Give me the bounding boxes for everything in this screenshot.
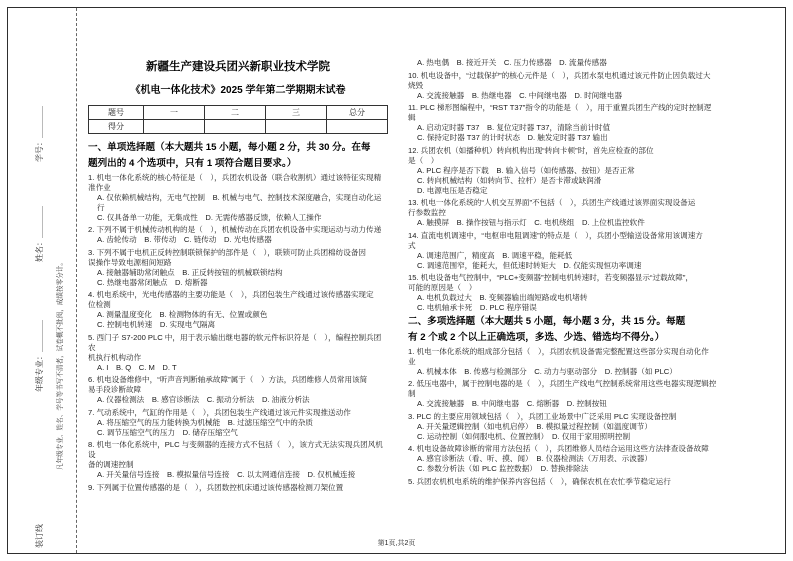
text-line: A. 机械本体 B. 传感与检测部分 C. 动力与驱动部分 D. 控制器（如 PLC） [417,366,677,376]
left-column [88,56,388,531]
text-line: 一、单项选择题（本大题共 15 小题，每小题 2 分，共 30 分。在每 [88,142,371,153]
text-line: 10. 机电设备中，“过载保护”的核心元件是（ ），兵团水泵电机通过该元件防止因负载过大 [408,70,711,80]
text-line: 题列出的 4 个选项中，只有 1 项符合题目要求。） [88,157,297,169]
text-line: 5. 西门子 S7-200 PLC 中，用于表示输出继电器的软元件标识符是（ ），编程控制兵团农 [88,332,382,352]
text-line: C. 转向机械结构（如转向节、拉杆）是否卡滞或缺润滑 [417,175,602,185]
text-line: C. 热继电器常闭触点 D. 熔断器 [97,277,208,287]
text-line: A. 仪器检测法 B. 感官诊断法 C. 振动分析法 D. 油液分析法 [97,395,310,404]
score-table-cell [205,120,266,134]
text-line: 9. 下列属于位置传感器的是（ ），兵团数控机床通过该传感器检测刀架位置 [88,482,344,492]
right-column-text [408,58,735,487]
text-line: A. 接触器辅助常闭触点 B. 正反转按钮的机械联锁结构 [97,267,283,277]
score-table-cell [144,120,205,134]
text-line: 3. PLC 的主要应用领域包括（ ），兵团工业场景中广泛采用 PLC 实现设备控制 [408,411,677,421]
binding-line-label: 装订线 [35,524,44,548]
text-line: A. 开关量逻辑控制（如电机启停） B. 模拟量过程控制（如温度调节） [417,421,652,431]
text-line: 位检测 [88,300,111,309]
text-line: 是（ ） [408,155,439,165]
text-line: C. 调节压缩空气的压力 D. 储存压缩空气 [97,427,238,437]
text-line: A. 齿轮传动 B. 带传动 C. 链传动 D. 光电传感器 [97,235,272,244]
text-line: 易手段诊断故障 [88,385,142,394]
text-line: C. 运动控制（如伺服电机、位置控制） D. 仅用于家用照明控制 [417,431,631,441]
text-line: A. 测量温度变化 B. 检测物体的有无、位置或颜色 [97,310,268,319]
text-line: A. 将压缩空气的压力能转换为机械能 B. 过滤压缩空气中的杂质 [97,417,314,427]
binding-divider-line [76,8,77,553]
score-table-cell: 二 [205,106,266,120]
text-line: A. 触摸屏 B. 操作按钮与指示灯 C. 电机绕组 D. 上位机监控软件 [417,218,645,227]
text-line: A. 开关量信号连接 B. 模拟量信号连接 C. 以太网通信连接 D. 仅机械连接 [97,470,356,479]
text-line: C. 参数分析法（如 PLC 监控数据） D. 替换排除法 [417,464,589,473]
text-line: 4. 机电设备故障诊断的常用方法包括（ ），兵团维修人员结合运用这些方法排查设备故障 [408,444,709,453]
text-line: 有 2 个或 2 个以上正确选项，多选、少选、错选均不得分。） [408,331,665,343]
text-line: 机执行机构动作 [88,352,142,362]
text-line: 4. 机电系统中，光电传感器的主要功能是（ ），兵团包装生产线通过该传感器实现定 [88,290,374,299]
score-table-cell: 题号 [89,106,144,120]
score-table-cell [266,120,327,134]
text-line: A. 启动定时器 T37 B. 复位定时器 T37，清除当前计时值 [417,123,611,132]
text-line: A. I B. Q C. M D. T [97,362,177,372]
text-line: C. 调速范围窄，能耗大，但低速时转矩大 D. 仅能实现恒功率调速 [417,260,642,270]
exam-paper-title: 《机电一体化技术》2025 学年第二学期期末试卷 [130,85,346,96]
text-line: 6. 机电设备维修中，“听声音判断轴承故障”属于（ ）方法，兵团维修人员常用该简 [88,375,368,384]
sidebar-warning-note: 凡年级专业、姓名、学号等书写不清者，试卷概不批阅，成绩按零分计。 [57,259,64,470]
score-table-cell: 总分 [327,106,388,120]
exam-content [88,56,735,531]
text-line: A. 感官诊断法（看、听、摸、闻） B. 仪器检测法（万用表、示波器） [417,454,652,463]
text-line: 8. 机电一体化系统中，PLC 与变频器的连接方式不包括（ ），该方式无法实现兵团风机设 [88,440,383,459]
score-table-cell [327,120,388,134]
text-line: A. 调速范围广，精度高 B. 调速平稳，能耗低 [417,250,573,260]
right-column [408,56,735,531]
text-line: 3. 下列不属于电机正反转控制联锁保护的部件是（ ），联锁可防止兵团棉纺设备因 [88,247,367,257]
text-line: 1. 机电一体化系统的核心特征是（ ），兵团农机设备（联合收割机）通过该特征实现精 [88,172,382,182]
text-line: C. 保持定时器 T37 的计时状态 D. 触发定时器 T37 输出 [417,133,608,142]
text-line: A. PLC 程序是否下载 B. 输入信号（如传感器、按钮）是否正常 [417,165,635,175]
score-table-score-row [89,120,388,134]
school-name: 新疆生产建设兵团兴新职业技术学院 [146,61,330,73]
score-table-cell: 得分 [89,120,144,134]
text-line: 2. 下列不属于机械传动机构的是（ ），机械传动在兵团农机设备中实现运动与动力传递 [88,225,382,234]
text-line: 可能的原因是（ ） [408,283,477,292]
text-line: 二、多项选择题（本大题共 5 小题，每小题 3 分，共 15 分。每题 [408,316,686,327]
score-table [88,105,388,134]
text-line: 备的调速控制 [88,460,134,469]
text-line: 式 [408,240,416,250]
left-column-text [88,142,388,493]
student-id-field: 学号：＿＿＿＿ [35,106,44,162]
score-table-header-row [89,106,388,120]
name-field: 姓名：＿＿＿＿ [35,206,44,262]
text-line: 辑 [408,113,416,122]
page-number: 第1页,共2页 [377,540,416,547]
text-line: 业 [408,356,416,366]
text-line: C. 仅具备单一功能，无集成性 D. 无需传感器反馈，依赖人工操作 [97,212,322,222]
text-line: 2. 低压电器中，属于控制电器的是（ ），兵团生产线电气控制系统常用这些电器实现逻辑控 [408,379,717,388]
text-line: A. 电机负载过大 B. 变频器输出端短路或电机堵转 [417,293,588,302]
text-line: 11. PLC 梯形图编程中，“RST T37”指令的功能是（ ），用于重置兵团生产线的定时控制逻 [408,103,712,112]
text-line: D. 电源电压是否稳定 [417,185,488,195]
paper-header [88,58,388,134]
text-line: 7. 气动系统中，气缸的作用是（ ），兵团包装生产线通过该元件实现推送动作 [88,407,351,417]
text-line: 烧毁 [408,80,424,90]
text-line: 1. 机电一体化系统的组成部分包括（ ），兵团农机设备需完整配置这些部分实现自动化作 [408,346,709,356]
grade-major-field: 年级专业：＿＿＿＿ [35,320,44,392]
score-table-cell: 一 [144,106,205,120]
text-line: 准作业 [88,182,111,192]
text-line: 12. 兵团农机（如播种机）转向机构出现“转向卡顿”时，首先应检查的部位 [408,145,654,155]
text-line: A. 仅依赖机械结构，无电气控制 B. 机械与电气、控制技术深度融合，实现自动化运行 [97,192,382,212]
text-line: C. 电机轴承卡死 D. PLC 程序错误 [417,303,537,312]
text-line: A. 交流接触器 B. 中间继电器 C. 熔断器 D. 控制按钮 [417,399,607,408]
text-line: C. 控制电机转速 D. 实现电气隔离 [97,320,216,329]
text-line: A. 交流接触器 B. 热继电器 C. 中间继电器 D. 时间继电器 [417,90,623,100]
text-line: 15. 机电设备电气控制中，“PLC+变频器”控制电机转速时，若变频器显示“过载故障”， [408,273,693,282]
text-line: 误操作导致电源相间短路 [88,257,172,267]
score-table-cell: 三 [266,106,327,120]
text-line: 13. 机电一体化系统的“人机交互界面”不包括（ ），兵团生产线通过该界面实现设备运 [408,198,696,207]
text-line: A. 热电偶 B. 接近开关 C. 压力传感器 D. 流量传感器 [417,58,607,67]
text-line: 制 [408,389,416,398]
text-line: 14. 直流电机调速中，“电枢串电阻调速”的特点是（ ），兵团小型输送设备常用该调速方 [408,230,703,240]
text-line: 行参数监控 [408,208,446,217]
text-line: 5. 兵团农机机电系统的维护保养内容包括（ ），确保农机在农忙季节稳定运行 [408,476,671,486]
